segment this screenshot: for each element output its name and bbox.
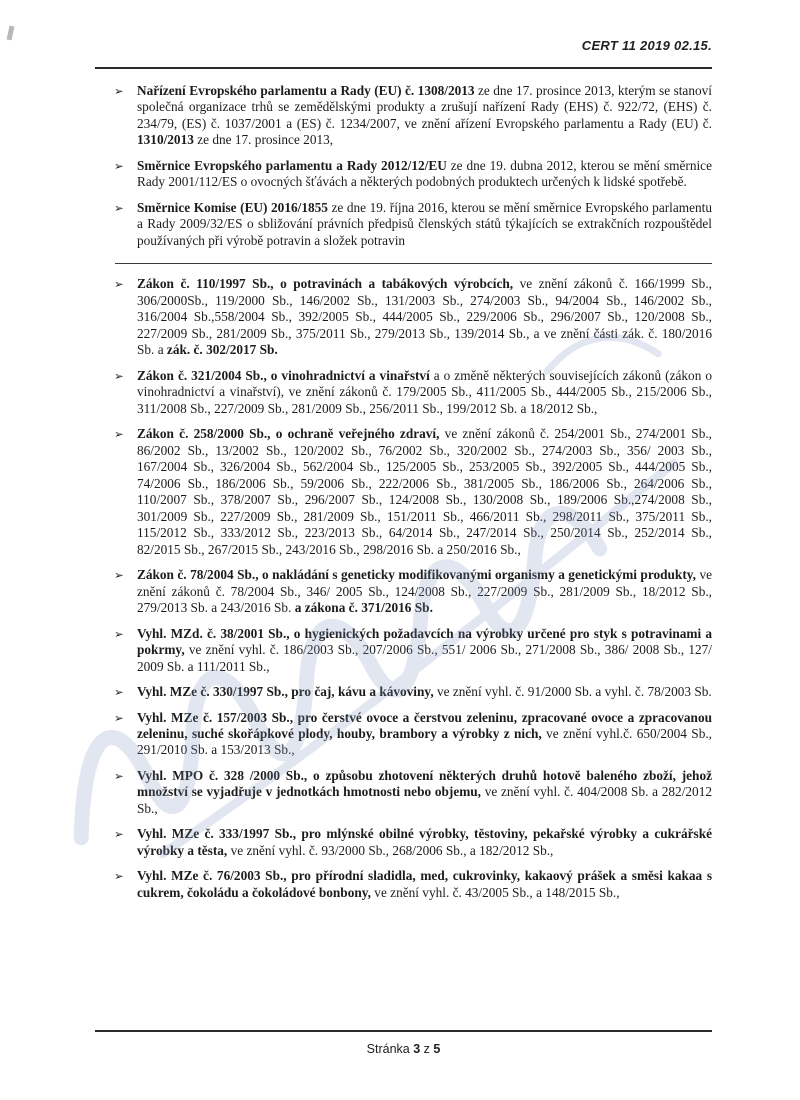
header-rule xyxy=(95,67,712,69)
bullet-arrow-icon: ➢ xyxy=(114,827,124,842)
bullet-arrow-icon: ➢ xyxy=(114,277,124,292)
footer-label: Stránka xyxy=(366,1042,410,1056)
list-item xyxy=(95,426,712,558)
list-item xyxy=(95,768,712,817)
list-item-text: Nařízení Evropského parlamentu a Rady (EU) č. 1308/2013 ze dne 17. prosince 2013, kterým se stanoví společná organizace trhů se zemědělskými produkty a zrušují nařízení Rady (EHS) č. 922/72, (EHS) č. 234/79, (ES) č. 1037/2001 a (ES) č. 1234/2007, ve znění ařízení Evropského parlamentu a Rady (EU) č. 1310/2013 ze dne 17. prosince 2013, xyxy=(137,83,712,148)
list-item-text: Vyhl. MZd. č. 38/2001 Sb., o hygienických požadavcích na výrobky určené pro styk s potravinami a pokrmy, ve znění vyhl. č. 186/2003 Sb., 207/2006 Sb., 551/ 2006 Sb., 271/2008 Sb., 386/ 2008 Sb., 127/ 2009 Sb. a 111/2011 Sb., xyxy=(137,625,712,674)
bullet-arrow-icon: ➢ xyxy=(114,710,124,725)
list-item xyxy=(95,684,712,700)
list-item xyxy=(95,710,712,759)
bullet-arrow-icon: ➢ xyxy=(114,768,124,783)
eu-legislation-list xyxy=(95,83,712,249)
footer-of: z xyxy=(423,1042,430,1056)
list-item-text: Směrnice Komise (EU) 2016/1855 ze dne 19. října 2016, kterou se mění směrnice Evropského parlamentu a Rady 2009/32/ES o sbližování právních předpisů členských států týkajících se extrakčních rozpouštědel používaných při výrobě potravin a složek potravin xyxy=(137,199,712,248)
bullet-arrow-icon: ➢ xyxy=(114,200,124,215)
list-item xyxy=(95,567,712,616)
bullet-arrow-icon: ➢ xyxy=(114,626,124,641)
document-reference: CERT 11 2019 02.15. xyxy=(581,38,712,53)
scan-artifact xyxy=(7,26,15,41)
list-item-text: Vyhl. MZe č. 333/1997 Sb., pro mlýnské obilné výrobky, těstoviny, pekařské výrobky a cukrářské výrobky a těsta, ve znění vyhl. č. 93/2000 Sb., 268/2006 Sb., a 182/2012 Sb., xyxy=(137,826,712,858)
list-item-text: Zákon č. 110/1997 Sb., o potravinách a tabákových výrobcích, ve znění zákonů č. 166/1999 Sb., 306/2000Sb., 119/2000 Sb., 146/2002 Sb., 131/2003 Sb., 274/2003 Sb., 94/2004 Sb., 146/2002 Sb., 316/2004 Sb.,558/2004 Sb., 392/2005 Sb., 444/2005 Sb., 229/2006 Sb., 296/2007 Sb., 120/2008 Sb., 227/2009 Sb., 281/2009 Sb., 375/2011 Sb., 279/2013 Sb., 139/2014 Sb., a ve znění části zák. č. 180/2016 Sb. a zák. č. 302/2017 Sb. xyxy=(137,276,712,358)
list-item xyxy=(95,626,712,675)
list-item xyxy=(95,826,712,859)
list-item xyxy=(95,200,712,249)
section-rule xyxy=(115,263,712,264)
footer-total-pages: 5 xyxy=(433,1042,441,1056)
footer-rule xyxy=(95,1030,712,1032)
list-item-text: Vyhl. MZe č. 157/2003 Sb., pro čerstvé ovoce a čerstvou zeleninu, zpracované ovoce a zpracovanou zeleninu, suché skořápkové plody, houby, brambory a výrobky z nich, ve znění vyhl.č. 650/2004 Sb., 291/2010 Sb. a 153/2013 Sb., xyxy=(137,709,712,758)
bullet-arrow-icon: ➢ xyxy=(114,869,124,884)
list-item xyxy=(95,158,712,191)
list-item xyxy=(95,368,712,417)
list-item-text: Směrnice Evropského parlamentu a Rady 2012/12/EU ze dne 19. dubna 2012, kterou se mění směrnice Rady 2001/112/ES o ovocných šťávách a některých podobných produktech určených k lidské spotřebě. xyxy=(137,157,712,190)
bullet-arrow-icon: ➢ xyxy=(114,568,124,583)
bullet-arrow-icon: ➢ xyxy=(114,685,124,700)
list-item-text: Zákon č. 258/2000 Sb., o ochraně veřejného zdraví, ve znění zákonů č. 254/2001 Sb., 274/2001 Sb., 86/2002 Sb., 13/2002 Sb., 120/2002 Sb., 76/2002 Sb., 320/2002 Sb., 274/2003 Sb., 356/ 2003 Sb., 167/2004 Sb., 326/2004 Sb., 562/2004 Sb., 125/2005 Sb., 253/2005 Sb., 392/2005 Sb., 444/2005 Sb., 74/2006 Sb., 186/2006 Sb., 59/2006 Sb., 222/2006 Sb., 381/2005 Sb., 186/2006 Sb., 264/2006 Sb., 110/2007 Sb., 378/2007 Sb., 296/2007 Sb., 124/2008 Sb., 130/2008 Sb., 189/2006 Sb.,274/2008 Sb., 301/2009 Sb., 227/2009 Sb., 281/2009 Sb., 151/2011 Sb., 466/2011 Sb., 298/2011 Sb., 375/2011 Sb., 115/2012 Sb., 333/2012 Sb., 223/2013 Sb., 64/2014 Sb., 247/2014 Sb., 250/2014 Sb., 252/2014 Sb., 82/2015 Sb., 267/2015 Sb., 243/2016 Sb., 298/2016 Sb. a 250/2016 Sb., xyxy=(137,426,712,557)
bullet-arrow-icon: ➢ xyxy=(114,368,124,383)
list-item xyxy=(95,83,712,149)
bullet-arrow-icon: ➢ xyxy=(114,427,124,442)
footer-page-number: 3 xyxy=(413,1042,421,1056)
page-number-text xyxy=(95,1038,712,1056)
list-item-text: Vyhl. MPO č. 328 /2000 Sb., o způsobu zhotovení některých druhů hotově baleného zboží, jehož množství se vyjadřuje v jednotkách hmotnosti nebo objemu, ve znění vyhl. č. 404/2008 Sb. a 282/2012 Sb., xyxy=(137,767,712,816)
page-footer xyxy=(95,1030,712,1056)
bullet-arrow-icon: ➢ xyxy=(114,158,124,173)
national-legislation-list xyxy=(95,276,712,901)
document-content xyxy=(95,38,712,910)
bullet-arrow-icon: ➢ xyxy=(114,84,124,98)
list-item-text: Zákon č. 321/2004 Sb., o vinohradnictví a vinařství a o změně některých souvisejících zákonů (zákon o vinohradnictví a vinařství), ve znění zákonů č. 179/2005 Sb., 411/2005 Sb., 444/2005 Sb., 215/2006 Sb., 311/2008 Sb., 227/2009 Sb., 281/2009 Sb., 256/2011 Sb., 199/2012 Sb. a 18/2012 Sb., xyxy=(137,367,712,416)
list-item xyxy=(95,868,712,901)
list-item-text: Zákon č. 78/2004 Sb., o nakládání s geneticky modifikovanými organismy a genetickými produkty, ve znění zákonů č. 78/2004 Sb., 346/ 2005 Sb., 124/2008 Sb., 227/2009 Sb., 281/2009 Sb., 18/2012 Sb., 279/2013 Sb. a 243/2016 Sb. a zákona č. 371/2016 Sb. xyxy=(137,567,712,616)
list-item-text: Vyhl. MZe č. 330/1997 Sb., pro čaj, kávu a kávoviny, ve znění vyhl. č. 91/2000 Sb. a vyhl. č. 78/2003 Sb. xyxy=(137,684,712,700)
list-item-text: Vyhl. MZe č. 76/2003 Sb., pro přírodní sladidla, med, cukrovinky, kakaový prášek a směsi kakaa s cukrem, čokoládu a čokoládové bonbony, ve znění vyhl. č. 43/2005 Sb., a 148/2015 Sb., xyxy=(137,868,712,900)
list-item xyxy=(95,276,712,358)
